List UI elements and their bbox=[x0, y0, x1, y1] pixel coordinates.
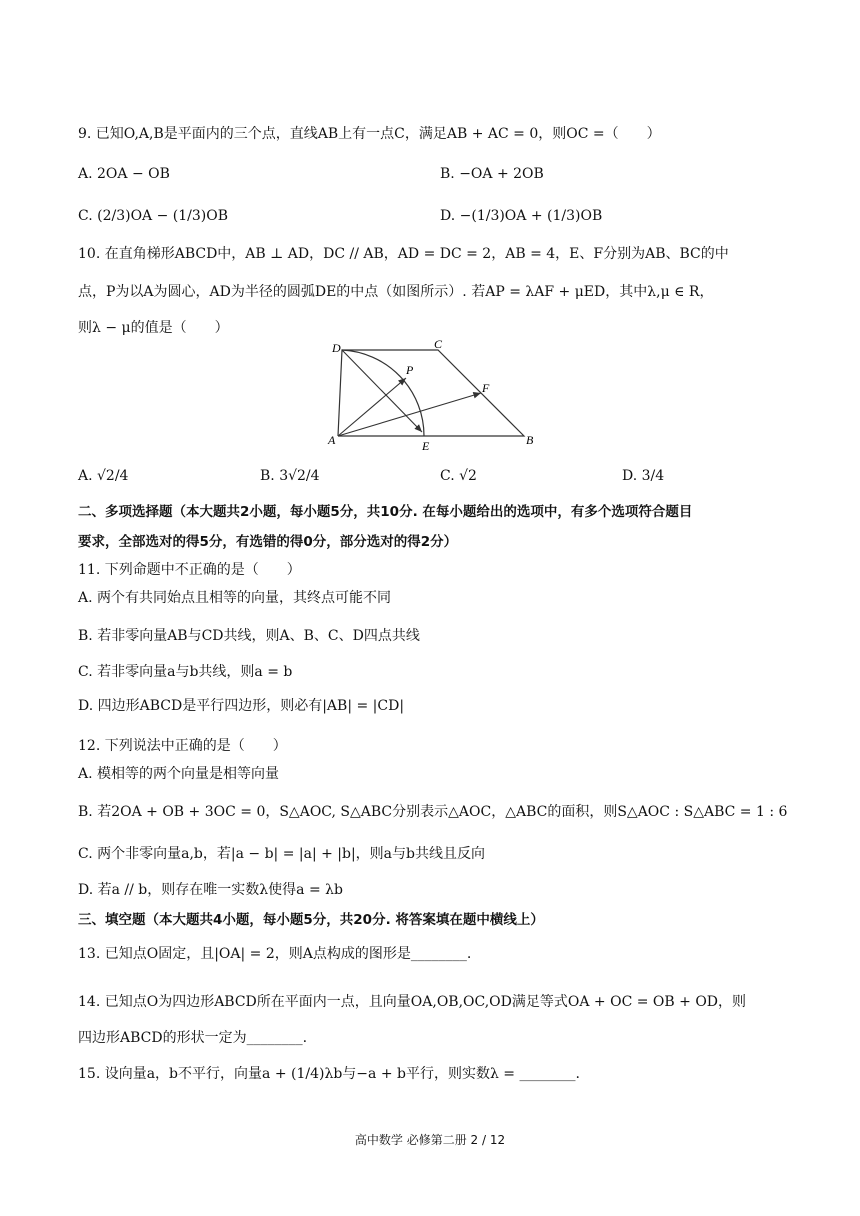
q9-option-d: D. −(1/3)OA + (1/3)OB bbox=[440, 208, 603, 224]
q10-option-b: B. 3√2/4 bbox=[260, 468, 320, 484]
label-p: P bbox=[406, 363, 414, 377]
q12-option-b: B. 若2OA + OB + 3OC = 0，S△AOC, S△ABC分别表示△AOC，△ABC的面积，则S△AOC : S△ABC = 1 : 6 bbox=[78, 804, 788, 820]
section-3-heading: 三、填空题（本大题共4小题，每小题5分，共20分. 将答案填在题中横线上） bbox=[78, 912, 544, 928]
q12-stem: 12. 下列说法中正确的是（ ） bbox=[78, 738, 287, 754]
q12-option-c: C. 两个非零向量a,b，若|a − b| = |a| + |b|，则a与b共线且反向 bbox=[78, 846, 485, 862]
section-2-heading-cont: 要求，全部选对的得5分，有选错的得0分，部分选对的得2分） bbox=[78, 534, 458, 550]
q11-option-a: A. 两个有共同始点且相等的向量，其终点可能不同 bbox=[78, 590, 392, 606]
label-a: A bbox=[328, 433, 336, 447]
label-d: D bbox=[332, 341, 341, 355]
q9-option-a: A. 2OA − OB bbox=[78, 166, 170, 182]
vector-af bbox=[338, 393, 481, 436]
q10-option-d: D. 3/4 bbox=[622, 468, 665, 484]
q12-option-a: A. 模相等的两个向量是相等向量 bbox=[78, 766, 280, 782]
label-c: C bbox=[434, 340, 443, 351]
page-footer: 高中数学 必修第二册 2 / 12 bbox=[354, 1133, 506, 1147]
q11-option-b: B. 若非零向量AB与CD共线，则A、B、C、D四点共线 bbox=[78, 628, 420, 644]
q10-option-a: A. √2/4 bbox=[78, 468, 129, 484]
trapezoid-figure bbox=[326, 340, 542, 452]
q14-line-1: 14. 已知点O为四边形ABCD所在平面内一点，且向量OA,OB,OC,OD满足等式OA + OC = OB + OD，则 bbox=[78, 994, 747, 1010]
q12-option-d: D. 若a // b，则存在唯一实数λ使得a = λb bbox=[78, 882, 343, 898]
q10-line-2: 点，P为以A为圆心，AD为半径的圆弧DE的中点（如图所示）. 若AP = λAF + μED，其中λ,μ ∈ R， bbox=[78, 284, 714, 300]
q11-option-d: D. 四边形ABCD是平行四边形，则必有|AB| = |CD| bbox=[78, 698, 405, 714]
vector-ap bbox=[338, 378, 406, 436]
section-2-heading: 二、多项选择题（本大题共2小题，每小题5分，共10分. 在每小题给出的选项中，有多个选项符合题目 bbox=[78, 504, 693, 520]
q9-stem: 9. 已知O,A,B是平面内的三个点，直线AB上有一点C，满足AB + AC = 0，则OC =（ ） bbox=[78, 126, 661, 142]
q15-stem: 15. 设向量a，b不平行，向量a + (1/4)λb与−a + b平行，则实数λ = ________. bbox=[78, 1066, 580, 1082]
q11-stem: 11. 下列命题中不正确的是（ ） bbox=[78, 562, 301, 578]
label-e: E bbox=[422, 439, 430, 452]
q14-line-2: 四边形ABCD的形状一定为________. bbox=[78, 1030, 308, 1046]
q9-option-c: C. (2/3)OA − (1/3)OB bbox=[78, 208, 229, 224]
q10-option-c: C. √2 bbox=[440, 468, 477, 484]
q13-stem: 13. 已知点O固定，且|OA| = 2，则A点构成的图形是________. bbox=[78, 946, 472, 962]
q10-line-3: 则λ − μ的值是（ ） bbox=[78, 320, 229, 336]
q10-line-1: 10. 在直角梯形ABCD中，AB ⊥ AD，DC // AB，AD = DC = 2，AB = 4，E、F分别为AB、BC的中 bbox=[78, 246, 729, 262]
label-b: B bbox=[526, 433, 534, 447]
q11-option-c: C. 若非零向量a与b共线，则a = b bbox=[78, 664, 293, 680]
trapezoid-outline bbox=[338, 350, 524, 436]
q9-option-b: B. −OA + 2OB bbox=[440, 166, 544, 182]
label-f: F bbox=[482, 381, 490, 395]
